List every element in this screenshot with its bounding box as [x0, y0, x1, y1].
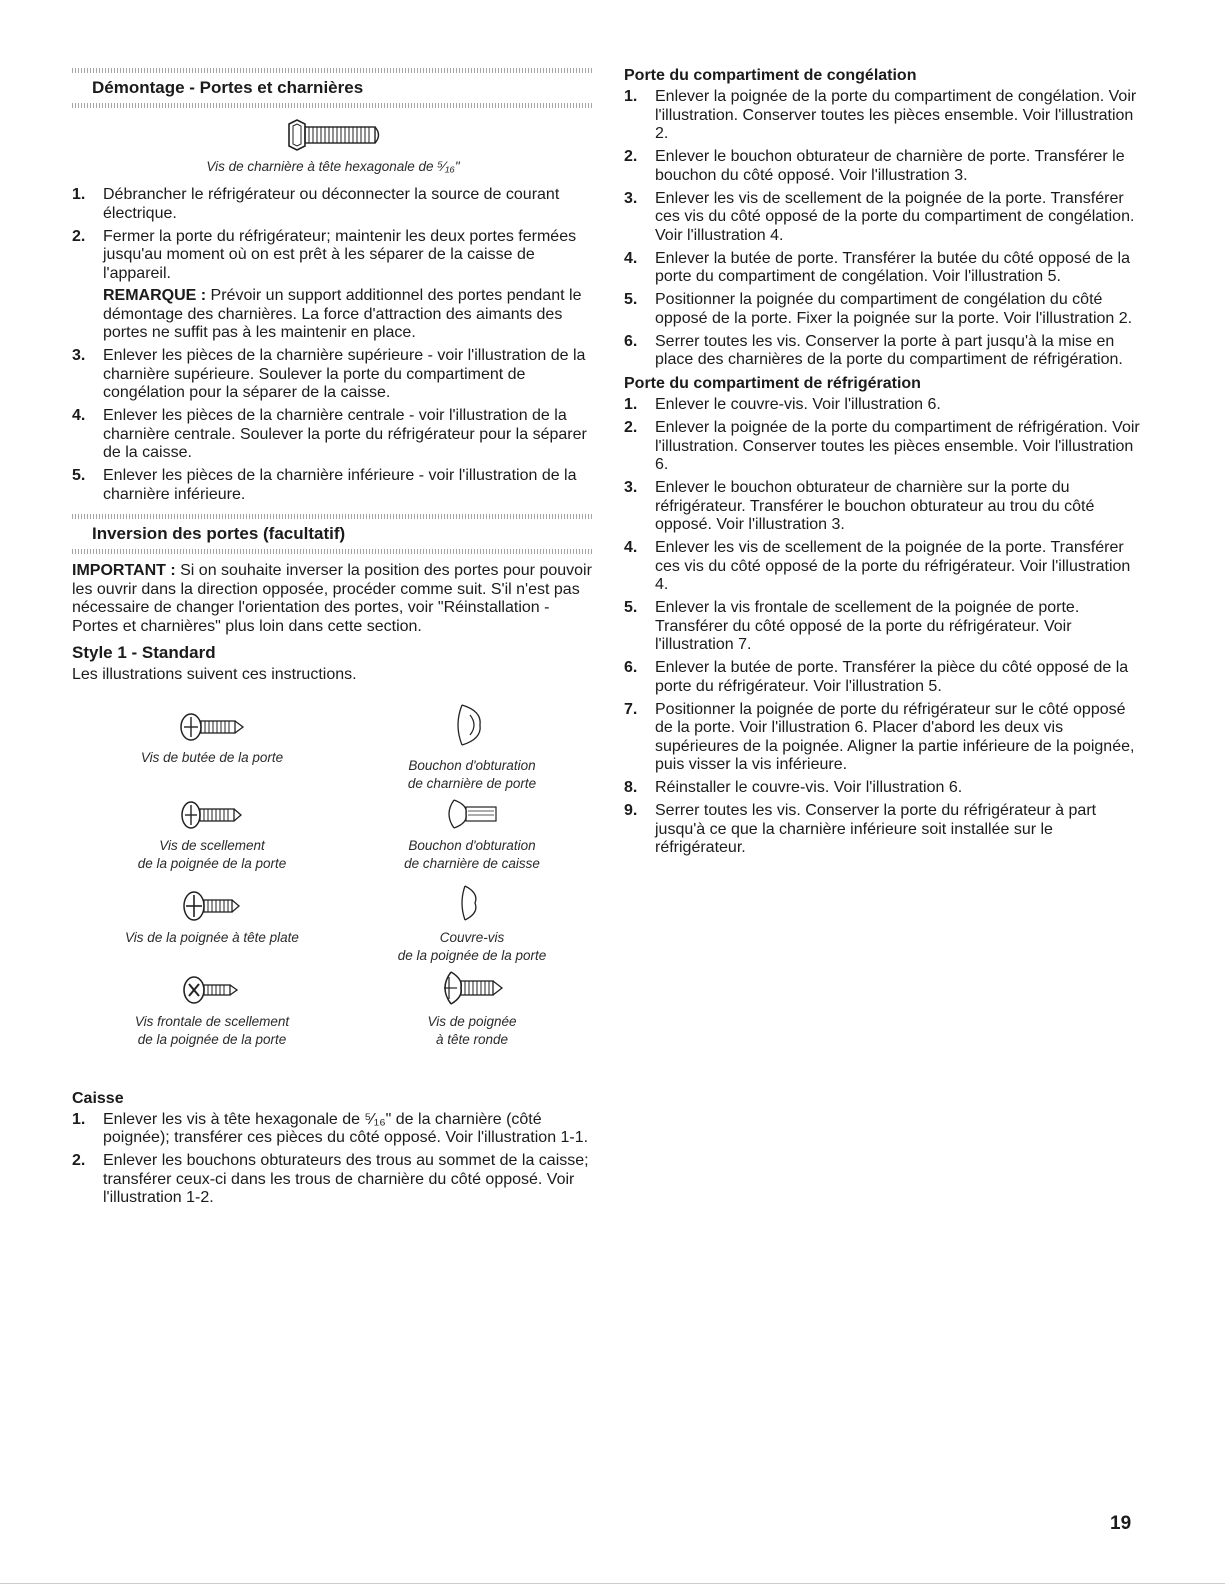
freezer-door-title: Porte du compartiment de congélation: [624, 67, 917, 84]
list-item: 5. Enlever les pièces de la charnière inférieure - voir l'illustration de la charnière inférieure.: [72, 467, 577, 503]
page-number: 19: [1110, 1513, 1132, 1534]
part-cabinet-hinge-plug: Bouchon d'obturation de charnière de caisse: [362, 797, 582, 873]
list-item: 1. Enlever la poignée de la porte du compartiment de congélation. Voir l'illustration. Conserver toutes les pièces ensemble. Voir l'illustration 2.: [624, 88, 1137, 142]
list-item: 9. Serrer toutes les vis. Conserver la porte du réfrigérateur à part jusqu'à ce que la charnière inférieure soit installée sur le réfrigérateur.: [624, 802, 1097, 856]
hinge-screw-figure: [72, 118, 594, 176]
list-item: 5. Positionner la poignée du compartiment de congélation du côté opposé de la porte. Fixer la poignée sur la porte. Voir l'illustration 2.: [624, 291, 1133, 327]
page-bottom-rule: [0, 1583, 1225, 1584]
list-item: 1. Enlever les vis à tête hexagonale de ⁵⁄₁₆" de la charnière (côté poignée); transférer ces pièces du côté opposé. Voir l'illustration 1-1.: [72, 1110, 589, 1146]
list-item: 2. Enlever la poignée de la porte du compartiment de réfrigération. Voir l'illustration. Conserver toutes les pièces ensemble. Voir l'illustration 6.: [624, 419, 1140, 473]
flat-head-screw-icon: [181, 889, 243, 923]
round-head-screw-icon: [437, 969, 507, 1007]
cabinet-hinge-plug-icon: [442, 797, 502, 831]
handle-sealing-screw-icon: [179, 799, 245, 831]
right-column: [624, 66, 1144, 862]
style-intro: Les illustrations suivent ces instructions.: [72, 666, 357, 683]
part-handle-screw-cover: Couvre-vis de la poignée de la porte: [362, 883, 582, 965]
list-item: 3. Enlever les pièces de la charnière supérieure - voir l'illustration de la charnière supérieure. Soulever la porte du compartiment de congélation pour la séparer de la caisse.: [72, 347, 586, 401]
front-sealing-screw-icon: [181, 973, 243, 1007]
list-item: 4. Enlever les pièces de la charnière centrale - voir l'illustration de la charnière centrale. Soulever la porte du réfrigérateur pour la séparer de la caisse.: [72, 407, 587, 461]
part-handle-sealing-screw: Vis de scellement de la poignée de la porte: [102, 799, 322, 873]
list-item: 2. Fermer la porte du réfrigérateur; maintenir les deux portes fermées jusqu'au moment où on est prêt à les séparer de la caisse de l'appareil. REMARQUE : Prévoir un support additionnel des portes pendant le démontage des charnières. La force d'attraction des aimants des portes ne suffit pas à les maintenir en place.: [72, 228, 594, 343]
important-paragraph: IMPORTANT : Si on souhaite inverser la position des portes pour pouvoir les ouvrir dans la direction opposée, procéder comme suit. S'il n'est pas nécessaire de changer l'orientation des portes, voir "Réinstallation - Portes et charnières" plus loin dans cette section.: [72, 562, 592, 635]
section-title-removal: Démontage - Portes et charnières: [92, 78, 364, 97]
section-divider: [72, 549, 594, 554]
part-door-hinge-plug: Bouchon d'obturation de charnière de porte: [362, 701, 582, 793]
section-divider: [72, 68, 594, 73]
list-item: 4. Enlever la butée de porte. Transférer la butée du côté opposé de la porte du compartiment de congélation. Voir l'illustration 5.: [624, 249, 1130, 285]
list-item: 1. Enlever le couvre-vis. Voir l'illustration 6.: [624, 396, 941, 413]
list-item: 7. Positionner la poignée de porte du réfrigérateur sur le côté opposé de la porte. Voir l'illustration 6. Placer d'abord les deux vis supérieures de la poignée. Aligner la partie inférieure de la poignée, puis visser la vis inférieure.: [624, 700, 1135, 773]
fridge-door-title: Porte du compartiment de réfrigération: [624, 375, 921, 392]
section-divider: [72, 514, 594, 519]
hinge-screw-caption: Vis de charnière à tête hexagonale de ⁵⁄₁₆": [206, 159, 460, 174]
list-item: 6. Serrer toutes les vis. Conserver la porte à part jusqu'à la mise en place des charnières de la porte du compartiment de réfrigération.: [624, 332, 1123, 368]
list-item: 5. Enlever la vis frontale de scellement de la poignée de porte. Transférer du côté opposé de la porte du réfrigérateur. Voir l'illustration 7.: [624, 599, 1080, 653]
list-item: 2. Enlever le bouchon obturateur de charnière de porte. Transférer le bouchon du côté opposé. Voir l'illustration 3.: [624, 148, 1125, 184]
list-item: 2. Enlever les bouchons obturateurs des trous au sommet de la caisse; transférer ceux-ci dans les trous de charnière du côté opposé. Voir l'illustration 1-2.: [72, 1152, 589, 1206]
list-item: 4. Enlever les vis de scellement de la poignée de la porte. Transférer ces vis du côté opposé de la porte du réfrigérateur. Voir l'illustration 4.: [624, 539, 1131, 593]
list-item: 3. Enlever le bouchon obturateur de charnière sur la porte du réfrigérateur. Transférer le bouchon obturateur au trou du côté opposé. Voir l'illustration 3.: [624, 479, 1095, 533]
parts-grid: [72, 701, 594, 1081]
removal-steps-list: [72, 186, 594, 504]
fridge-steps-list: [624, 396, 1144, 858]
hex-hinge-screw-icon: [283, 118, 383, 152]
caisse-steps-list: [72, 1111, 594, 1208]
section-title-reversal: Inversion des portes (facultatif): [92, 524, 346, 543]
list-item: 8. Réinstaller le couvre-vis. Voir l'illustration 6.: [624, 779, 963, 796]
section-divider: [72, 103, 594, 108]
list-item: 6. Enlever la butée de porte. Transférer la pièce du côté opposé de la porte du réfrigérateur. Voir l'illustration 5.: [624, 659, 1129, 695]
door-stop-screw-icon: [177, 711, 247, 743]
door-hinge-plug-icon: [452, 701, 492, 751]
freezer-steps-list: [624, 88, 1144, 370]
part-flat-head-handle-screw: Vis de la poignée à tête plate: [102, 889, 322, 947]
part-round-head-handle-screw: Vis de poignée à tête ronde: [362, 969, 582, 1049]
part-front-sealing-screw: Vis frontale de scellement de la poignée de la porte: [102, 973, 322, 1049]
style-title: Style 1 - Standard: [72, 643, 216, 662]
list-item: 1. Débrancher le réfrigérateur ou déconnecter la source de courant électrique.: [72, 186, 560, 222]
remark-note: REMARQUE : Prévoir un support additionnel des portes pendant le démontage des charnières. La force d'attraction des aimants des portes ne suffit pas à les maintenir en place.: [103, 287, 582, 341]
list-item: 3. Enlever les vis de scellement de la poignée de la porte. Transférer ces vis du côté opposé de la porte du compartiment de congélation. Voir l'illustration 4.: [624, 189, 1135, 244]
caisse-title: Caisse: [72, 1089, 124, 1107]
left-column: [72, 68, 594, 1212]
part-door-stop-screw: Vis de butée de la porte: [102, 711, 322, 767]
screw-cover-icon: [457, 883, 487, 923]
